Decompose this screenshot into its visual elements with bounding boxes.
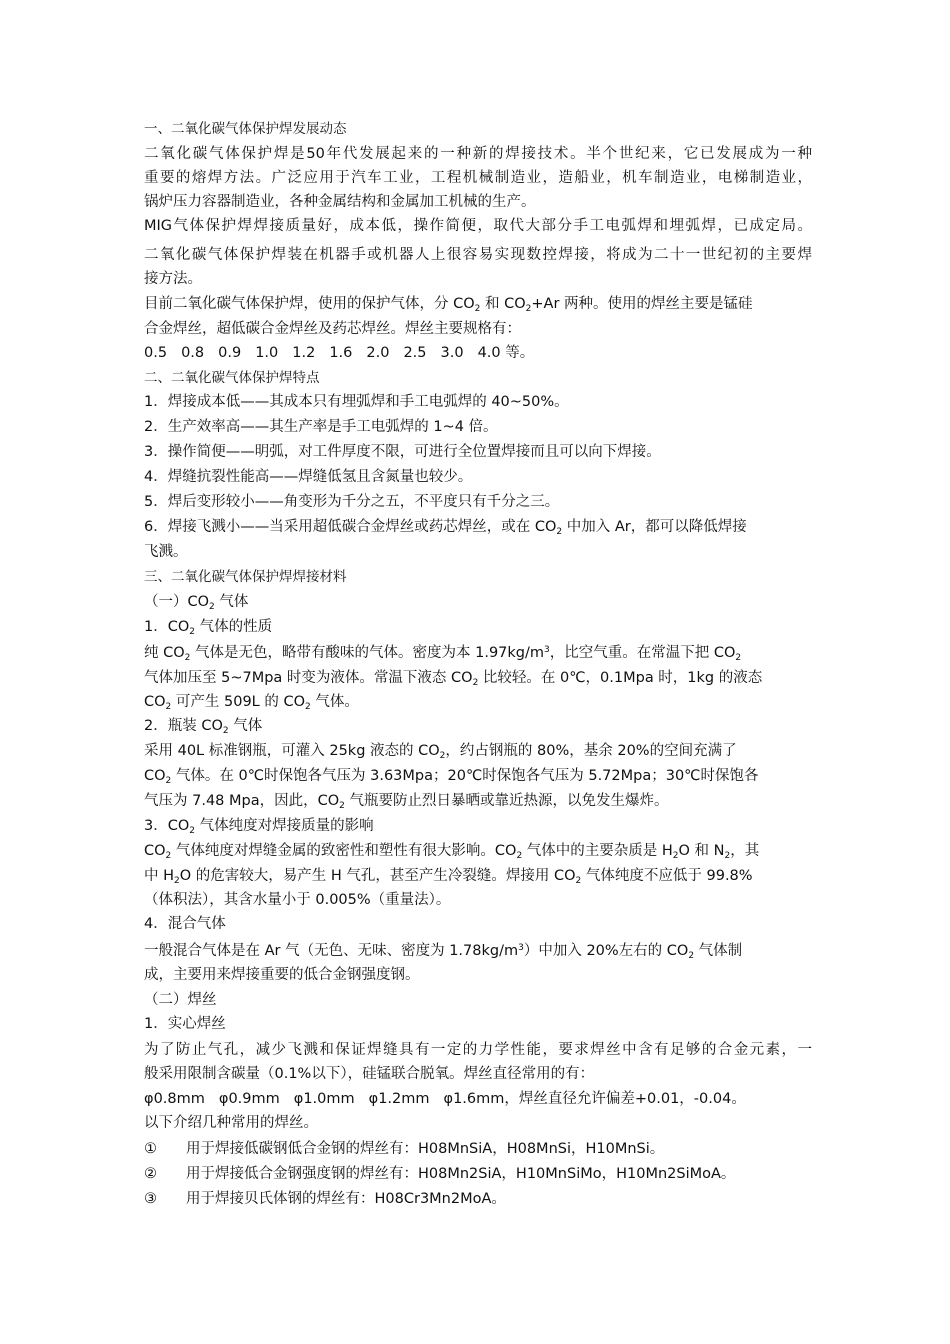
subsection-heading: 1．$CO_2$ 气体的性质 [144, 619, 273, 637]
paragraph-line: $CO_2$ 气体纯度对焊缝金属的致密性和塑性有很大影响。$CO_2$ 气体中的主要杂质是 $H_2O$ 和 $N_2$，其 [144, 843, 760, 861]
list-item: 1．焊接成本低——其成本只有埋弧焊和手工电弧焊的 40~50%。 [144, 394, 569, 410]
paragraph-line: 接方法。 [144, 271, 202, 287]
list-item: 6．焊接飞溅小——当采用超低碳合金焊丝或药芯焊丝，或在 $CO_2$ 中加入 Ar，都可以降低焊接 [144, 519, 747, 537]
subsection-heading: 2．瓶装 $CO_2$ 气体 [144, 718, 263, 736]
paragraph-line: 气体加压至 5~7Mpa 时变为液体。常温下液态 $CO_2$ 比较轻。在 0℃，0.1Mpa 时，1kg 的液态 [144, 670, 763, 688]
list-item: 4．焊缝抗裂性能高——焊缝低氢且含氮量也较少。 [144, 469, 473, 485]
subsection-heading: （二）焊丝 [144, 992, 217, 1008]
paragraph-line: 气压为 7.48 Mpa，因此，$CO_2$ 气瓶要防止烈日暴晒或靠近热源，以免发生爆炸。 [144, 793, 669, 811]
paragraph-line: 重要的熔焊方法。广泛应用于汽车工业，工程机械制造业，造船业，机车制造业，电梯制造业， [144, 170, 812, 186]
paragraph-line: 目前二氧化碳气体保护焊，使用的保护气体，分 $CO_2$ 和 $CO_2+Ar$ 两种。使用的焊丝主要是锰硅 [144, 296, 753, 314]
paragraph-line: 纯 $CO_2$ 气体是无色，略带有酸味的气体。密度为本 $1.97kg/m^3$，比空气重。在常温下把 $CO_2$ [144, 645, 742, 663]
section-1-heading: 一、二氧化碳气体保护焊发展动态 [144, 121, 347, 137]
wire-size-list: 0.5 0.8 0.9 1.0 1.2 1.6 2.0 2.5 3.0 4.0 等。 [144, 345, 535, 361]
paragraph-line: 般采用限制含碳量（0.1%以下），硅锰联合脱氧。焊丝直径常用的有： [144, 1066, 595, 1082]
diameter-list: φ0.8mm φ0.9mm φ1.0mm φ1.2mm φ1.6mm，焊丝直径允许偏差+0.01，-0.04。 [144, 1091, 746, 1107]
section-2-heading: 二、二氧化碳气体保护焊特点 [144, 370, 320, 386]
paragraph-line: 一般混合气体是在 Ar 气（无色、无味、密度为 $1.78kg/m^3$）中加入 20%左右的 $CO_2$ 气体制 [144, 943, 743, 961]
paragraph-line: 采用 40L 标准钢瓶，可灌入 25kg 液态的 $CO_2$，约占钢瓶的 80%，基余 20%的空间充满了 [144, 743, 737, 761]
paragraph-line: （体积法），其含水量小于 0.005%（重量法）。 [144, 892, 451, 908]
paragraph-line: $CO_2$ 气体。在 0℃时保饱各气压为 3.63Mpa；20℃时保饱各气压为 5.72Mpa；30℃时保饱各 [144, 768, 759, 786]
list-item: 2．生产效率高——其生产率是手工电弧焊的 1~4 倍。 [144, 419, 498, 435]
list-item: 飞溅。 [144, 544, 188, 560]
paragraph-line: MIG气体保护焊焊接质量好，成本低，操作简便，取代大部分手工电弧焊和埋弧焊，已成定局。 [144, 218, 812, 234]
paragraph-line: 锅炉压力容器制造业，各种金属结构和金属加工机械的生产。 [144, 194, 536, 210]
list-item: ② 用于焊接低合金钢强度钢的焊丝有：H08Mn2SiA，H10MnSiMo，H10Mn2SiMoA。 [144, 1166, 736, 1182]
subsection-heading: （一）$CO_2$ 气体 [144, 594, 249, 612]
paragraph-line: 二氧化碳气体保护焊装在机器手或机器人上很容易实现数控焊接，将成为二十一世纪初的主要焊 [144, 247, 812, 263]
paragraph-line: 二氧化碳气体保护焊是50年代发展起来的一种新的焊接技术。半个世纪来，它已发展成为一种 [144, 146, 812, 162]
paragraph-line: $CO_2$ 可产生 509L 的 $CO_2$ 气体。 [144, 694, 359, 712]
paragraph-line: 以下介绍几种常用的焊丝。 [144, 1115, 318, 1131]
subsection-heading: 4．混合气体 [144, 916, 226, 932]
list-item: ① 用于焊接低碳钢低合金钢的焊丝有：H08MnSiA，H08MnSi，H10MnSi。 [144, 1141, 665, 1157]
subsection-heading: 3．$CO_2$ 气体纯度对焊接质量的影响 [144, 818, 374, 836]
list-item: 3．操作简便——明弧，对工件厚度不限，可进行全位置焊接而且可以向下焊接。 [144, 444, 661, 460]
paragraph-line: 为了防止气孔，减少飞溅和保证焊缝具有一定的力学性能，要求焊丝中含有足够的合金元素，一 [144, 1042, 812, 1058]
list-item: 5．焊后变形较小——角变形为千分之五，不平度只有千分之三。 [144, 494, 560, 510]
paragraph-line: 合金焊丝，超低碳合金焊丝及药芯焊丝。焊丝主要规格有： [144, 321, 521, 337]
paragraph-line: 成，主要用来焊接重要的低合金钢强度钢。 [144, 967, 420, 983]
subsection-heading: 1．实心焊丝 [144, 1016, 226, 1032]
section-3-heading: 三、二氧化碳气体保护焊焊接材料 [144, 569, 347, 585]
list-item: ③ 用于焊接贝氏体钢的焊丝有：H08Cr3Mn2MoA。 [144, 1191, 506, 1207]
paragraph-line: 中 $H_2O$ 的危害较大，易产生 H 气孔，甚至产生冷裂缝。焊接用 $CO_2$ 气体纯度不应低于 99.8% [144, 868, 753, 886]
